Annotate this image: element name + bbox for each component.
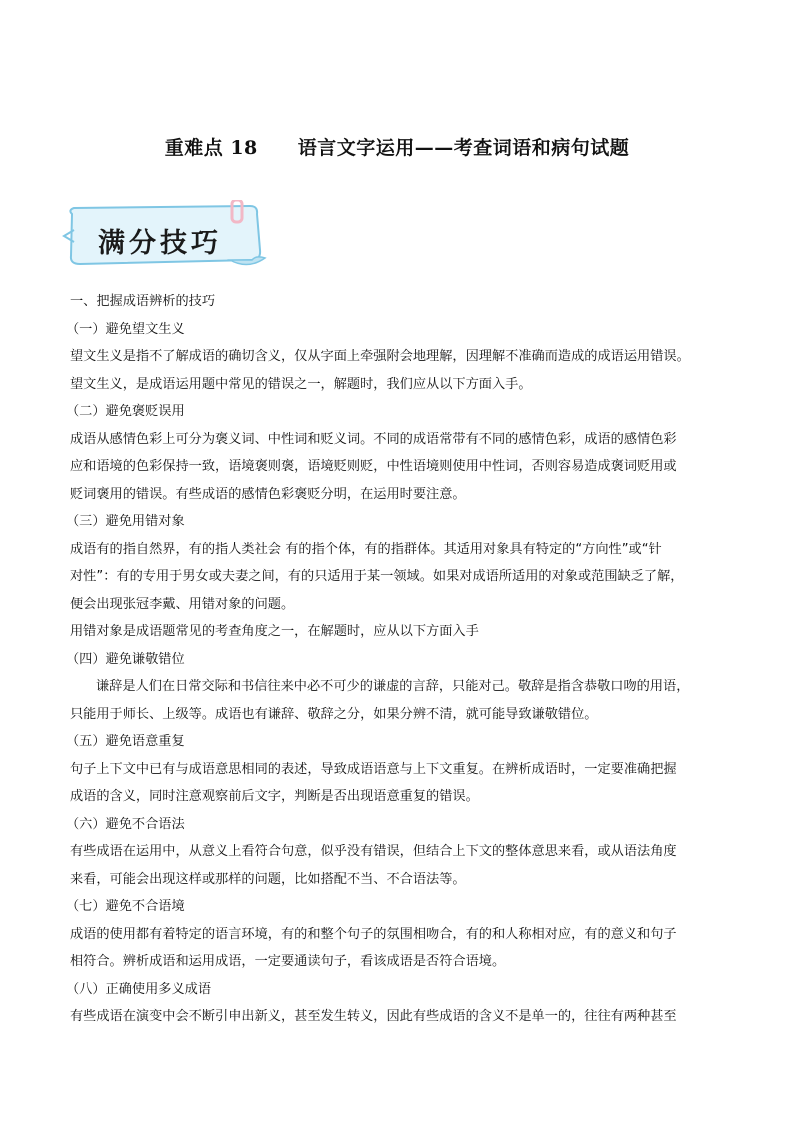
section-heading: （二）避免褒贬误用: [66, 404, 185, 419]
text-line: 成语的使用都有着特定的语言环境，有的和整个句子的氛围相吻合，有的和人称相对应，有的意义和句子: [70, 926, 677, 942]
text-line: 成语从感情色彩上可分为褒义词、中性词和贬义词。不同的成语常带有不同的感情色彩，成语的感情色彩: [70, 431, 677, 447]
text-line: 句子上下文中已有与成语意思相同的表述，导致成语语意与上下文重复。在辨析成语时，一定要准确把握: [70, 761, 677, 777]
text-line: 对性”：有的专用于男女或夫妻之间，有的只适用于某一领域。如果对成语所适用的对象或范围缺乏了解，: [70, 569, 684, 584]
part-heading: 一、把握成语辨析的技巧: [70, 294, 216, 309]
section-heading: （六）避免不合语法: [66, 816, 185, 832]
section-heading: （八）正确使用多义成语: [66, 981, 212, 997]
section-heading: （四）避免谦敬错位: [66, 651, 185, 667]
text-line: 应和语境的色彩保持一致，语境褒则褒，语境贬则贬，中性语境则使用中性词，否则容易造成褒词贬用或: [70, 459, 677, 474]
text-line: 只能用于师长、上级等。成语也有谦辞、敬辞之分，如果分辨不清，就可能导致谦敬错位。: [70, 706, 598, 722]
title-number: 重难点 18: [164, 137, 258, 159]
text-line: 有些成语在演变中会不断引申出新义，甚至发生转义，因此有些成语的含义不是单一的，往往有两种甚至: [70, 1009, 677, 1024]
section-heading: （五）避免语意重复: [66, 734, 185, 749]
page-title: [0, 133, 794, 160]
section-heading: （一）避免望文生义: [66, 321, 185, 337]
text-line: 望文生义，是成语运用题中常见的错误之一，解题时，我们应从以下方面入手。: [70, 376, 532, 392]
text-line: 成语有的指自然界，有的指人类社会 有的指个体，有的指群体。其适用对象具有特定的“方向性”或“针: [70, 541, 662, 557]
text-line: 来看，可能会出现这样或那样的问题，比如搭配不当、不合语法等。: [70, 871, 466, 887]
text-line: 谦辞是人们在日常交际和书信往来中必不可少的谦虚的言辞，只能对己。敬辞是指含恭敬口吻的用语，: [96, 679, 690, 694]
banner-label: 满分技巧: [98, 228, 222, 259]
document-body: [66, 288, 730, 1031]
text-line: 成语的含义，同时注意观察前后文字，判断是否出现语意重复的错误。: [70, 789, 479, 804]
text-line: 用错对象是成语题常见的考查角度之一，在解题时，应从以下方面入手: [70, 624, 479, 639]
text-line: 便会出现张冠李戴、用错对象的问题。: [70, 596, 295, 612]
text-line: 贬词褒用的错误。有些成语的感情色彩褒贬分明，在运用时要注意。: [70, 486, 466, 502]
title-topic: 语言文字运用——考查词语和病句试题: [297, 137, 630, 159]
text-line: 有些成语在运用中，从意义上看符合句意，似乎没有错误，但结合上下文的整体意思来看，或从语法角度: [70, 844, 677, 859]
section-heading: （三）避免用错对象: [66, 514, 185, 529]
text-line: 相符合。辨析成语和运用成语，一定要通读句子，看该成语是否符合语境。: [70, 954, 506, 969]
section-heading: （七）避免不合语境: [66, 899, 185, 914]
text-line: 望文生义是指不了解成语的确切含义，仅从字面上牵强附会地理解，因理解不准确而造成的成语运用错误。: [70, 349, 690, 364]
